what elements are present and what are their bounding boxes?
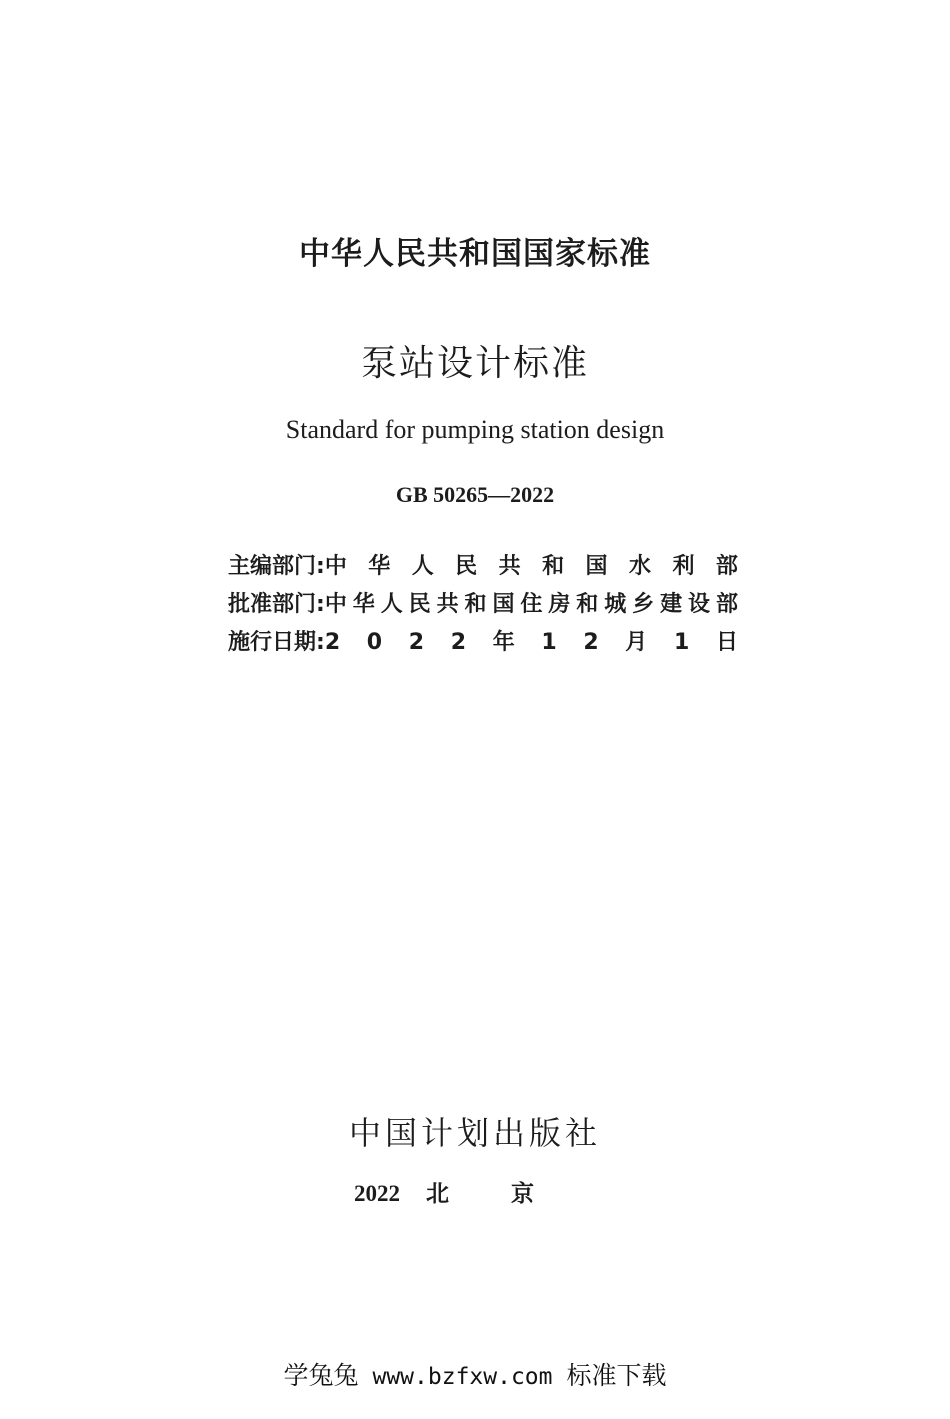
national-standard-header: 中华人民共和国国家标准 [299, 236, 651, 272]
meta-char: 月 [625, 630, 648, 655]
watermark [0, 1356, 950, 1392]
meta-value [325, 624, 738, 662]
meta-char: 中 [324, 554, 347, 579]
meta-char: 人 [380, 592, 403, 617]
meta-char: 2 [583, 630, 599, 655]
meta-value [325, 586, 738, 624]
meta-char: 1 [541, 630, 557, 655]
meta-char: 城 [604, 592, 627, 617]
meta-row-editor [228, 548, 738, 586]
meta-char: 部 [715, 554, 738, 579]
publication-year: 2022 [354, 1181, 400, 1206]
meta-char: 共 [436, 592, 459, 617]
meta-char: 利 [672, 554, 695, 579]
meta-value [325, 548, 738, 586]
meta-char: 0 [366, 630, 383, 655]
watermark-url[interactable]: www.bzfxw.com [372, 1364, 553, 1390]
meta-char: 国 [492, 592, 515, 617]
meta-char: 设 [688, 592, 711, 617]
meta-char: 日 [715, 630, 738, 655]
meta-char: 国 [585, 554, 608, 579]
standard-code: GB 50265—2022 [395, 482, 555, 507]
meta-char: 建 [660, 592, 683, 617]
meta-char: 住 [520, 592, 543, 617]
standard-title-english: Standard for pumping station design [285, 415, 665, 444]
meta-char: 华 [352, 592, 375, 617]
meta-char: 2 [408, 630, 425, 655]
standard-metadata [228, 548, 738, 662]
meta-char: 民 [455, 554, 478, 579]
meta-char: 中 [324, 592, 347, 617]
meta-row-approver [228, 586, 738, 624]
meta-char: 部 [715, 592, 738, 617]
meta-char: 年 [492, 630, 515, 655]
meta-char: 华 [368, 554, 391, 579]
meta-row-effective-date [228, 624, 738, 662]
meta-char: 共 [498, 554, 521, 579]
meta-label: 主编部门: [228, 554, 325, 579]
watermark-site-name: 学兔兔 [283, 1361, 359, 1390]
meta-char: 2 [324, 630, 341, 655]
watermark-tagline: 标准下载 [566, 1361, 667, 1390]
meta-char: 水 [628, 554, 651, 579]
meta-char: 和 [576, 592, 599, 617]
meta-label: 施行日期: [228, 630, 325, 655]
meta-char: 2 [450, 630, 467, 655]
meta-char: 房 [548, 592, 571, 617]
standard-title-chinese: 泵站设计标准 [360, 343, 589, 384]
meta-char: 1 [673, 630, 690, 655]
publisher-name: 中国计划出版社 [348, 1114, 601, 1152]
meta-char: 和 [542, 554, 565, 579]
meta-char: 乡 [632, 592, 655, 617]
publication-place-year [0, 1175, 950, 1208]
meta-char: 人 [411, 554, 434, 579]
meta-char: 民 [408, 592, 431, 617]
meta-label: 批准部门: [228, 592, 325, 617]
publication-city: 北京 [426, 1181, 596, 1207]
meta-char: 和 [464, 592, 487, 617]
